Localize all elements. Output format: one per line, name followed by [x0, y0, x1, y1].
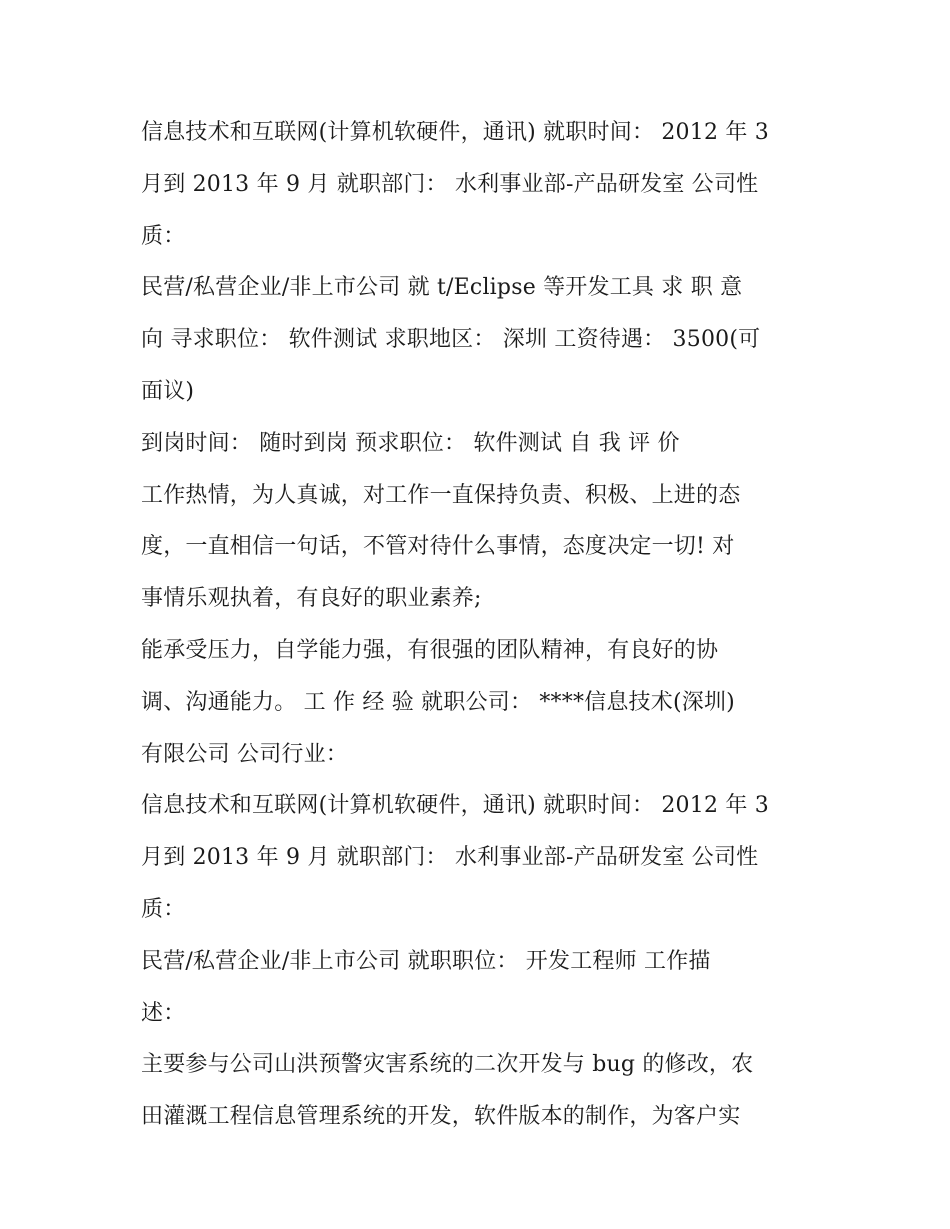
text-line: 有限公司 公司行业：	[141, 741, 348, 767]
text-line: 向 寻求职位： 软件测试 求职地区： 深圳 工资待遇： 3500(可	[141, 327, 761, 353]
text-line: 民营/私营企业/非上市公司 就职职位： 开发工程师 工作描	[141, 948, 711, 974]
text-line: 信息技术和互联网(计算机软硬件，通讯) 就职时间： 2012 年 3	[141, 120, 769, 145]
text-line: 月到 2013 年 9 月 就职部门： 水利事业部-产品研发室 公司性	[141, 171, 759, 197]
text-line: 月到 2013 年 9 月 就职部门： 水利事业部-产品研发室 公司性	[141, 845, 759, 871]
document-body	[141, 107, 821, 1143]
text-line: 面议)	[141, 378, 195, 404]
text-line: 调、沟通能力。 工 作 经 验 就职公司： ****信息技术(深圳)	[141, 689, 735, 715]
text-line: 质：	[141, 896, 186, 922]
text-line: 民营/私营企业/非上市公司 就 t/Eclipse 等开发工具 求 职 意	[141, 275, 743, 301]
text-line: 主要参与公司山洪预警灾害系统的二次开发与 bug 的修改，农	[141, 1052, 754, 1078]
text-line: 述：	[141, 1000, 186, 1026]
text-line: 度，一直相信一句话，不管对待什么事情，态度决定一切! 对	[141, 534, 735, 560]
text-line: 信息技术和互联网(计算机软硬件，通讯) 就职时间： 2012 年 3	[141, 793, 769, 819]
text-line: 能承受压力，自学能力强，有很强的团队精神，有良好的协	[141, 637, 719, 663]
text-line: 事情乐观执着，有良好的职业素养;	[141, 586, 482, 612]
text-line: 田灌溉工程信息管理系统的开发，软件版本的制作，为客户实	[141, 1104, 741, 1130]
text-line: 工作热情，为人真诚，对工作一直保持负责、积极、上进的态	[141, 482, 741, 508]
text-line: 质：	[141, 223, 186, 249]
text-line: 到岗时间： 随时到岗 预求职位： 软件测试 自 我 评 价	[141, 430, 680, 456]
